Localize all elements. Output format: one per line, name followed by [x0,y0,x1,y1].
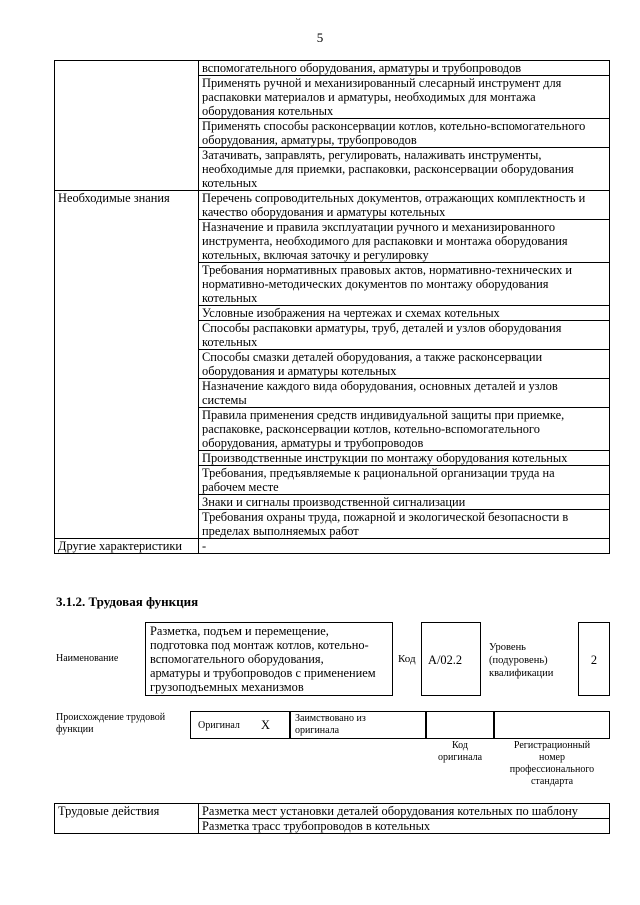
text-line: оборудования, арматуры и трубопроводов [202,436,424,450]
row-text [199,306,610,321]
text-line: профессионального [509,764,595,775]
row-text [199,148,610,191]
text-line: оборудования, арматуры, трубопроводов [202,133,417,147]
row-label [55,61,199,191]
row-text [199,263,610,306]
text-line: Регистрационный [513,740,591,751]
text-line: распаковки материалов и арматуры, необходимых для монтажа [202,90,536,104]
text-line: котельных [202,335,258,349]
text-line: Способы распаковки арматуры, труб, деталей и узлов оборудования [202,321,562,335]
origin-label [56,712,165,736]
text-line: подготовка под монтаж котлов, котельно- [150,638,369,652]
text-line: распаковке, расконсервации котлов, котельно-вспомогательного [202,422,540,436]
code-label: Код [398,653,416,665]
text-line: номер [539,752,565,763]
original-cell [190,711,290,739]
text-line: Происхождение трудовой [56,712,166,723]
table-row [55,539,610,554]
text-line: Требования, предъявляемые к рациональной организации труда на [202,466,555,480]
text-line: Правила применения средств индивидуальной защиты при приемке, [202,408,565,422]
text-line: Требования нормативных правовых актов, нормативно-технических и [202,263,572,277]
text-line: пределах выполняемых работ [202,524,359,538]
table-row [55,61,610,76]
level-label [489,641,553,680]
text-line: - [202,539,207,553]
text-line: вспомогательного оборудования, арматуры и трубопроводов [202,61,522,75]
labor-action-item: Разметка мест установки деталей оборудования котельных по шаблону [199,804,610,819]
borrowed-cell [290,711,426,739]
text-line: Способы смазки деталей оборудования, а также расконсервации [202,350,543,364]
code-value-cell [421,622,481,696]
function-name-cell [145,622,393,696]
text-line: Уровень [489,642,526,653]
row-text [199,539,610,554]
text-line: необходимые для приемки, распаковки, расконсервации оборудования [202,162,574,176]
original-label: Оригинал [198,720,240,731]
borrowed-label [295,713,366,737]
text-line: квалификации [489,668,554,679]
table-row [55,804,610,819]
text-line: вспомогательного оборудования, [150,652,324,666]
text-line: котельных [202,176,258,190]
row-text [199,495,610,510]
row-text [199,510,610,539]
text-line: инструмента, необходимого для распаковки и монтажа оборудования [202,234,568,248]
text-line: Код [452,740,468,751]
labor-actions-table [54,803,610,834]
row-text [199,408,610,451]
row-text [199,379,610,408]
text-line: Применять ручной и механизированный слесарный инструмент для [202,76,562,90]
text-line: Назначение каждого вида оборудования, основных деталей и узлов [202,379,558,393]
text-line: функции [56,724,94,735]
row-text [199,321,610,350]
text-line: котельных [202,291,258,305]
text-line: Затачивать, заправлять, регулировать, налаживать инструменты, [202,148,542,162]
code-original-label [426,740,494,764]
row-label: Другие характеристики [55,539,199,554]
text-line: Условные изображения на чертежах и схемах котельных [202,306,500,320]
name-label: Наименование [56,653,119,664]
text-line: Разметка, подъем и перемещение, [150,624,329,638]
code-value: A/02.2 [428,653,463,667]
row-text [199,61,610,76]
text-line: котельных, включая заточку и регулировку [202,248,429,262]
section-title: 3.1.2. Трудовая функция [56,594,199,609]
row-text [199,451,610,466]
text-line: Заимствовано из [295,713,366,724]
row-text [199,466,610,495]
text-line: грузоподъемных механизмов [150,680,304,694]
text-line: рабочем месте [202,480,279,494]
table-row [55,191,610,220]
reg-number-cell [494,711,610,739]
page-number: 5 [316,30,324,45]
text-line: Перечень сопроводительных документов, отражающих комплектность и [202,191,586,205]
labor-actions-label: Трудовые действия [55,804,199,834]
text-line: качество оборудования и арматуры котельных [202,205,446,219]
text-line: Знаки и сигналы производственной сигнализации [202,495,466,509]
row-text [199,119,610,148]
text-line: стандарта [530,776,574,787]
row-label: Необходимые знания [55,191,199,539]
skills-knowledge-table [54,60,610,554]
text-line: Применять способы расконсервации котлов, котельно-вспомогательного [202,119,586,133]
labor-action-item: Разметка трасс трубопроводов в котельных [199,819,610,834]
text-line: системы [202,393,247,407]
text-line: Требования охраны труда, пожарной и экологической безопасности в [202,510,569,524]
text-line: оригинала [437,752,483,763]
text-line: (подуровень) [489,655,548,666]
text-line: арматуры и трубопроводов с применением [150,666,376,680]
original-mark: X [261,718,270,732]
row-text [199,76,610,119]
row-text [199,350,610,379]
level-value: 2 [590,653,598,667]
reg-number-label [494,740,610,788]
text-line: оборудования котельных [202,104,334,118]
text-line: Назначение и правила эксплуатации ручного и механизированного [202,220,556,234]
row-text [199,220,610,263]
text-line: оригинала [295,725,340,736]
row-text [199,191,610,220]
code-original-cell [426,711,494,739]
text-line: нормативно-методических документов по монтажу оборудования [202,277,549,291]
text-line: оборудования и арматуры котельных [202,364,397,378]
text-line: Производственные инструкции по монтажу оборудования котельных [202,451,568,465]
level-value-cell [578,622,610,696]
